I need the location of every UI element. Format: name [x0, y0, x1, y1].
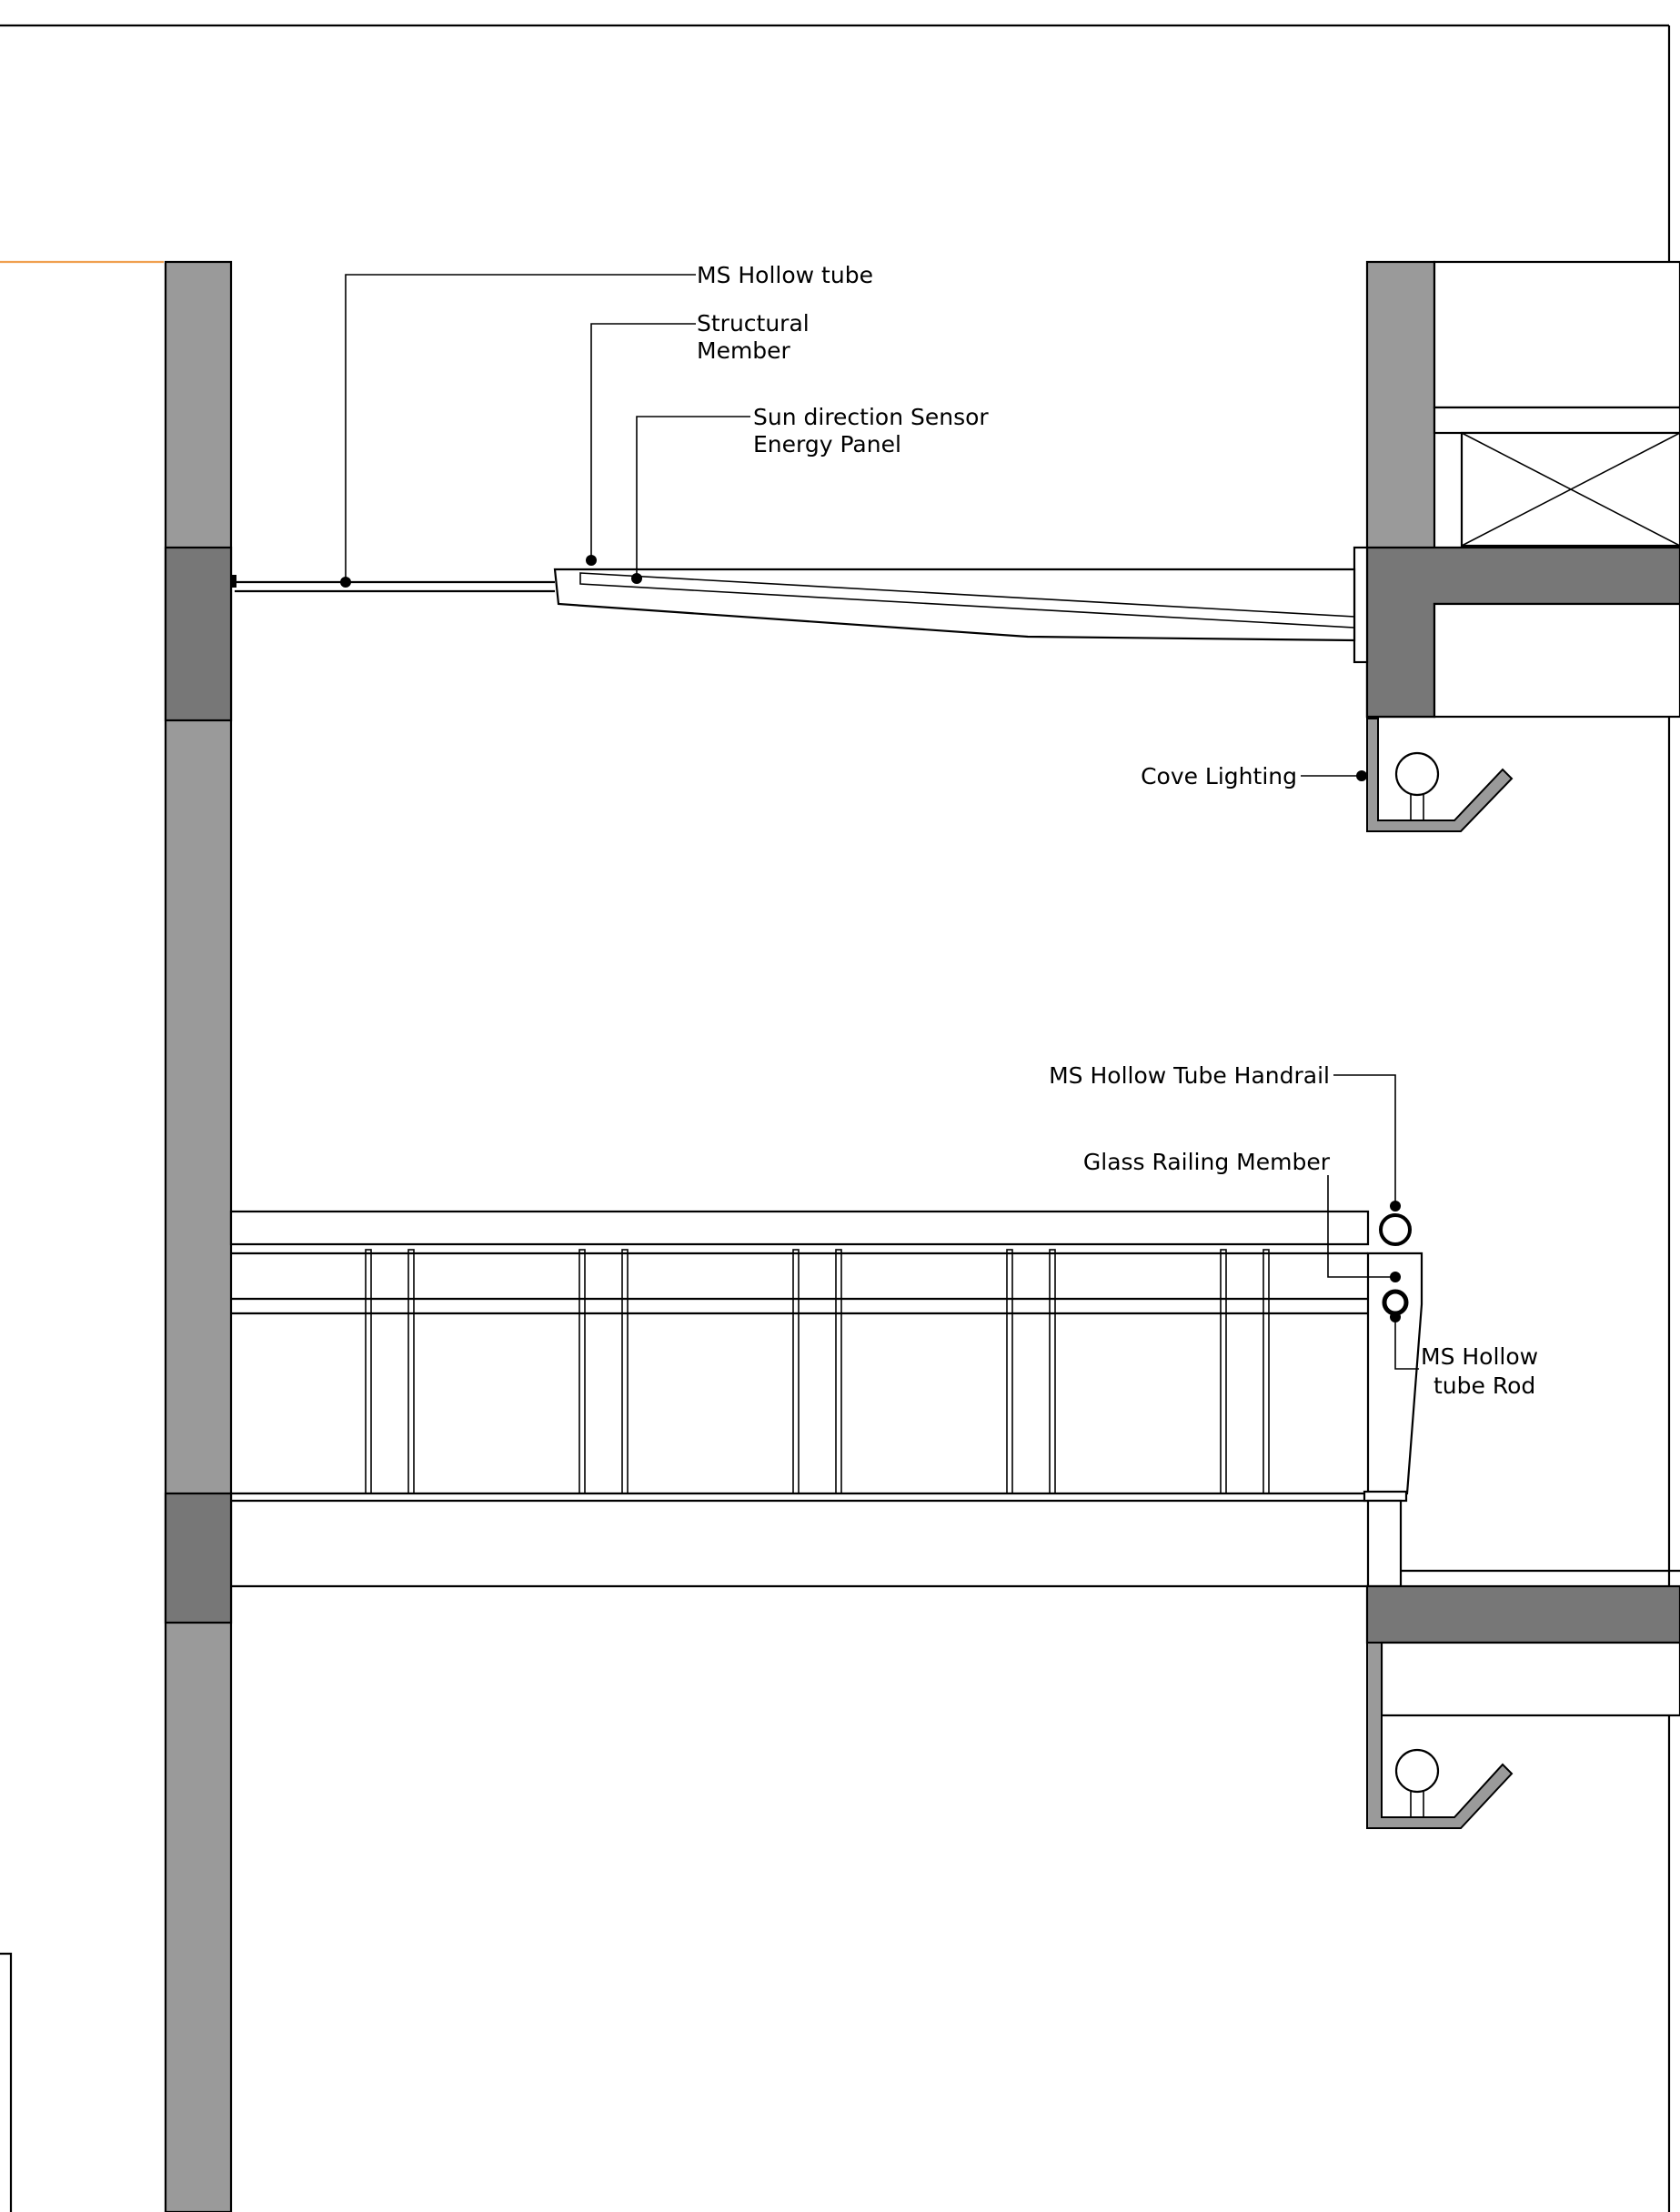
left-wall-beam-upper	[166, 548, 231, 720]
label-rod-2: tube Rod	[1434, 1372, 1536, 1399]
light-fixture-lower-icon	[1396, 1750, 1438, 1792]
label-sensor-1: Sun direction Sensor	[753, 404, 989, 430]
post-base	[1368, 1501, 1401, 1586]
label-handrail: MS Hollow Tube Handrail	[1049, 1062, 1330, 1089]
glass-railing-members	[366, 1250, 1269, 1493]
light-fixture-icon	[1396, 753, 1438, 795]
railing	[231, 1212, 1422, 1586]
label-glass-railing: Glass Railing Member	[1082, 1149, 1330, 1175]
cove-lighting-upper	[1367, 719, 1512, 831]
handrail-tube-icon	[1381, 1215, 1410, 1244]
end-plate	[1354, 548, 1367, 662]
label-structural-member-1: Structural	[697, 310, 810, 337]
sunshade-assembly	[231, 569, 1354, 640]
left-wall-beam-lower	[166, 1493, 231, 1623]
left-wall	[166, 262, 231, 2212]
label-sensor-2: Energy Panel	[753, 431, 901, 457]
label-rod-1: MS Hollow	[1421, 1343, 1539, 1370]
lower-slab	[1367, 1586, 1680, 1643]
left-frame-fragment	[0, 1954, 11, 2212]
handrail-band	[231, 1212, 1368, 1244]
right-upper-structure	[1354, 262, 1680, 717]
right-lower-structure	[1367, 1571, 1680, 1828]
label-structural-member-2: Member	[697, 337, 790, 364]
label-ms-hollow-tube: MS Hollow tube	[697, 262, 873, 288]
label-cove-lighting: Cove Lighting	[1141, 763, 1297, 789]
hollow-tube-rod-icon	[1384, 1292, 1406, 1313]
